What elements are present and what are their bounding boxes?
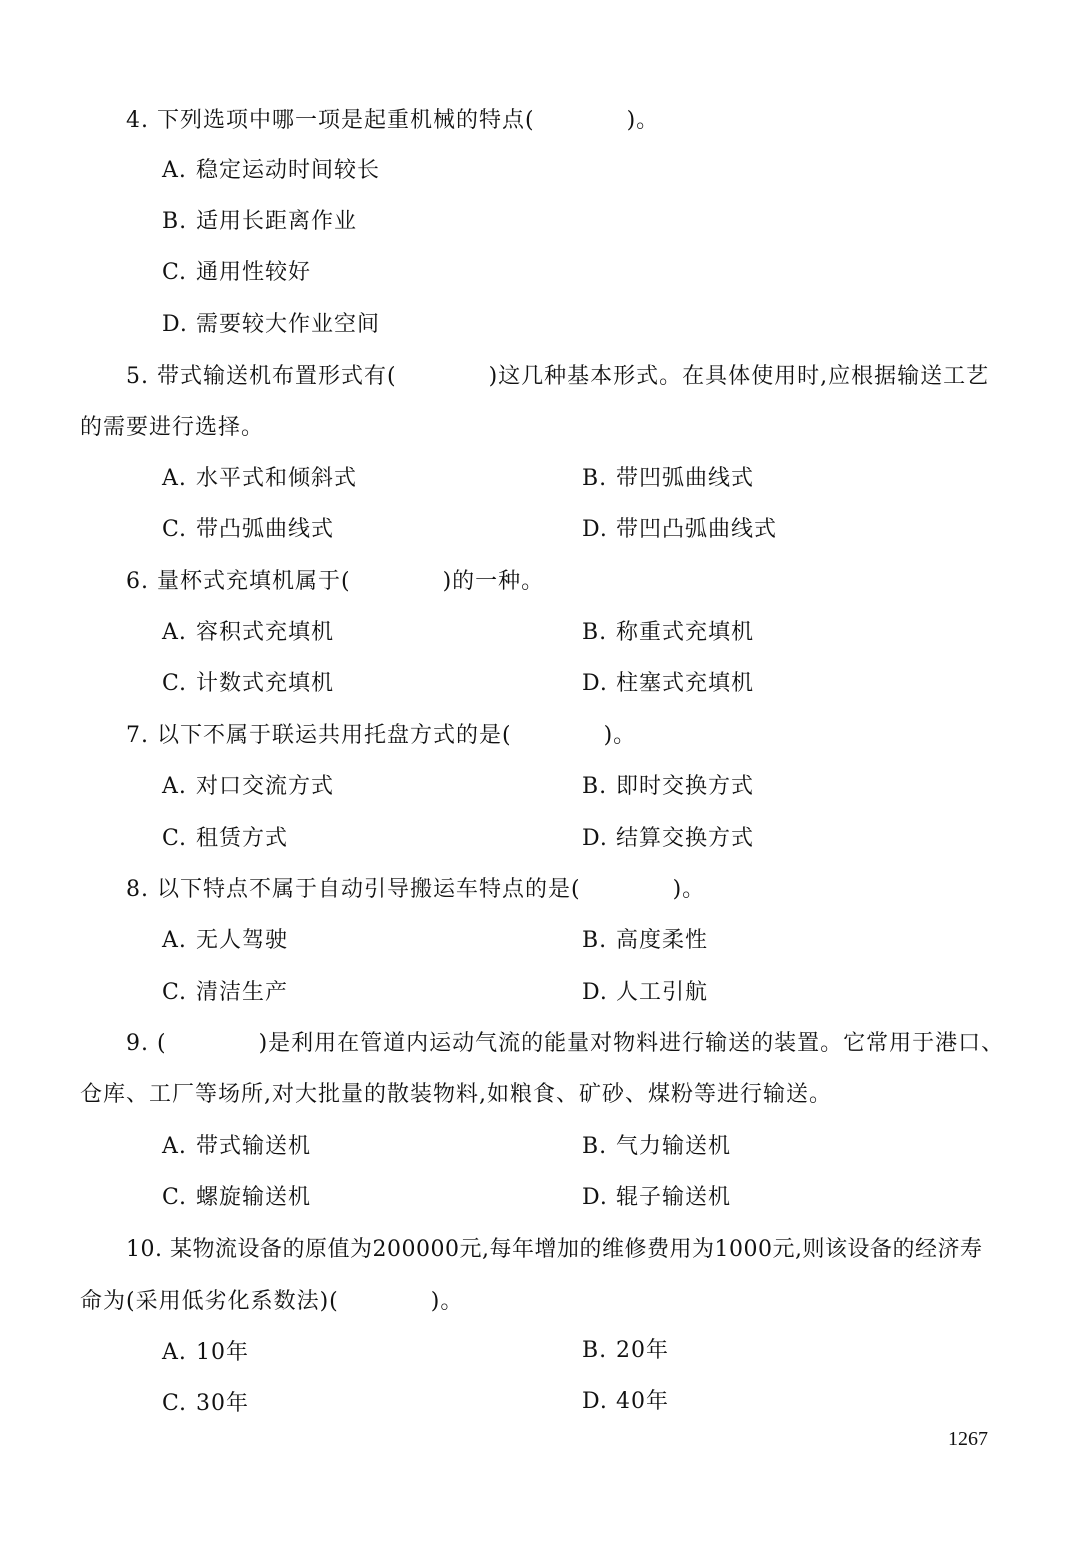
option-letter: A. [162, 1340, 187, 1365]
question-5-stem-continued: 的需要进行选择。 [80, 415, 265, 440]
option-text: 柱塞式充填机 [616, 671, 755, 696]
option-text: 水平式和倾斜式 [196, 466, 358, 491]
option-text: 30年 [196, 1391, 249, 1416]
question-8-option-b [582, 926, 708, 956]
option-letter: C. [162, 260, 188, 285]
option-text: 带式输送机 [196, 1134, 312, 1159]
option-letter: C. [162, 517, 188, 542]
question-9-stem: 9. ( )是利用在管道内运动气流的能量对物料进行输送的装置。它常用于港口、 [126, 1031, 1005, 1056]
page-number: 1267 [948, 1428, 988, 1450]
question-8-option-a [162, 926, 288, 956]
option-text: 清洁生产 [196, 980, 289, 1005]
option-letter: D. [582, 1185, 608, 1210]
question-9-option-d [582, 1183, 731, 1213]
option-letter: D. [582, 517, 608, 542]
option-text: 对口交流方式 [196, 774, 335, 799]
option-letter: A. [162, 158, 187, 183]
question-10-stem: 10. 某物流设备的原值为200000元,每年增加的维修费用为1000元,则该设备的经济寿 [126, 1237, 983, 1262]
question-10-option-d [582, 1387, 669, 1417]
option-letter: B. [582, 1338, 608, 1363]
option-letter: D. [582, 1389, 608, 1414]
question-5-option-c [162, 515, 334, 545]
question-5-option-d [582, 515, 777, 545]
question-8-option-d [582, 978, 708, 1008]
question-9-option-c [162, 1183, 311, 1213]
option-text: 通用性较好 [196, 260, 312, 285]
option-letter: C. [162, 980, 188, 1005]
question-7-option-b [582, 772, 754, 802]
option-text: 40年 [616, 1389, 669, 1414]
option-letter: D. [582, 826, 608, 851]
option-letter: C. [162, 671, 188, 696]
question-6-stem: 6. 量杯式充填机属于( )的一种。 [126, 569, 545, 594]
option-text: 稳定运动时间较长 [196, 158, 381, 183]
question-6-option-c [162, 669, 334, 699]
option-letter: A. [162, 466, 187, 491]
option-letter: A. [162, 620, 187, 645]
question-7-option-a [162, 772, 334, 802]
option-text: 高度柔性 [616, 928, 709, 953]
option-letter: B. [582, 928, 608, 953]
question-4-stem: 4. 下列选项中哪一项是起重机械的特点( )。 [126, 108, 660, 133]
option-letter: C. [162, 1185, 188, 1210]
option-letter: B. [582, 620, 608, 645]
question-9-option-b [582, 1132, 731, 1162]
option-text: 需要较大作业空间 [196, 312, 381, 337]
option-text: 称重式充填机 [616, 620, 755, 645]
question-9-option-a [162, 1132, 311, 1162]
option-letter: A. [162, 774, 187, 799]
question-5-stem: 5. 带式输送机布置形式有( )这几种基本形式。在具体使用时,应根据输送工艺 [126, 364, 990, 389]
option-letter: C. [162, 826, 188, 851]
option-text: 螺旋输送机 [196, 1185, 312, 1210]
question-4-option-b [162, 207, 357, 237]
option-text: 人工引航 [616, 980, 709, 1005]
option-text: 10年 [196, 1340, 249, 1365]
option-letter: B. [582, 466, 608, 491]
question-8-option-c [162, 978, 288, 1008]
option-text: 容积式充填机 [196, 620, 335, 645]
option-letter: D. [162, 312, 188, 337]
option-text: 无人驾驶 [196, 928, 289, 953]
option-letter: C. [162, 1391, 188, 1416]
option-text: 20年 [616, 1338, 669, 1363]
option-text: 辊子输送机 [616, 1185, 732, 1210]
question-6-option-a [162, 618, 334, 648]
question-10-stem-continued: 命为(采用低劣化系数法)( )。 [80, 1289, 464, 1314]
option-letter: A. [162, 928, 187, 953]
question-9-stem-continued: 仓库、工厂等场所,对大批量的散装物料,如粮食、矿砂、煤粉等进行输送。 [80, 1082, 832, 1107]
question-4-option-a [162, 156, 380, 186]
option-text: 计数式充填机 [196, 671, 335, 696]
question-6-option-b [582, 618, 754, 648]
question-5-option-b [582, 464, 754, 494]
option-letter: D. [582, 671, 608, 696]
option-text: 结算交换方式 [616, 826, 755, 851]
question-10-option-b [582, 1336, 669, 1366]
option-text: 带凹弧曲线式 [616, 466, 755, 491]
question-8-stem: 8. 以下特点不属于自动引导搬运车特点的是( )。 [126, 877, 706, 902]
option-text: 即时交换方式 [616, 774, 755, 799]
question-7-option-c [162, 824, 288, 854]
option-text: 带凸弧曲线式 [196, 517, 335, 542]
option-letter: B. [162, 209, 188, 234]
question-10-option-a [162, 1338, 249, 1368]
question-6-option-d [582, 669, 754, 699]
option-letter: B. [582, 774, 608, 799]
option-letter: A. [162, 1134, 187, 1159]
question-5-option-a [162, 464, 357, 494]
option-text: 气力输送机 [616, 1134, 732, 1159]
option-text: 租赁方式 [196, 826, 289, 851]
question-7-option-d [582, 824, 754, 854]
question-7-stem: 7. 以下不属于联运共用托盘方式的是( )。 [126, 723, 637, 748]
option-letter: B. [582, 1134, 608, 1159]
question-4-option-c [162, 258, 311, 288]
question-4-option-d [162, 310, 380, 340]
question-10-option-c [162, 1389, 249, 1419]
option-letter: D. [582, 980, 608, 1005]
option-text: 适用长距离作业 [196, 209, 358, 234]
option-text: 带凹凸弧曲线式 [616, 517, 778, 542]
